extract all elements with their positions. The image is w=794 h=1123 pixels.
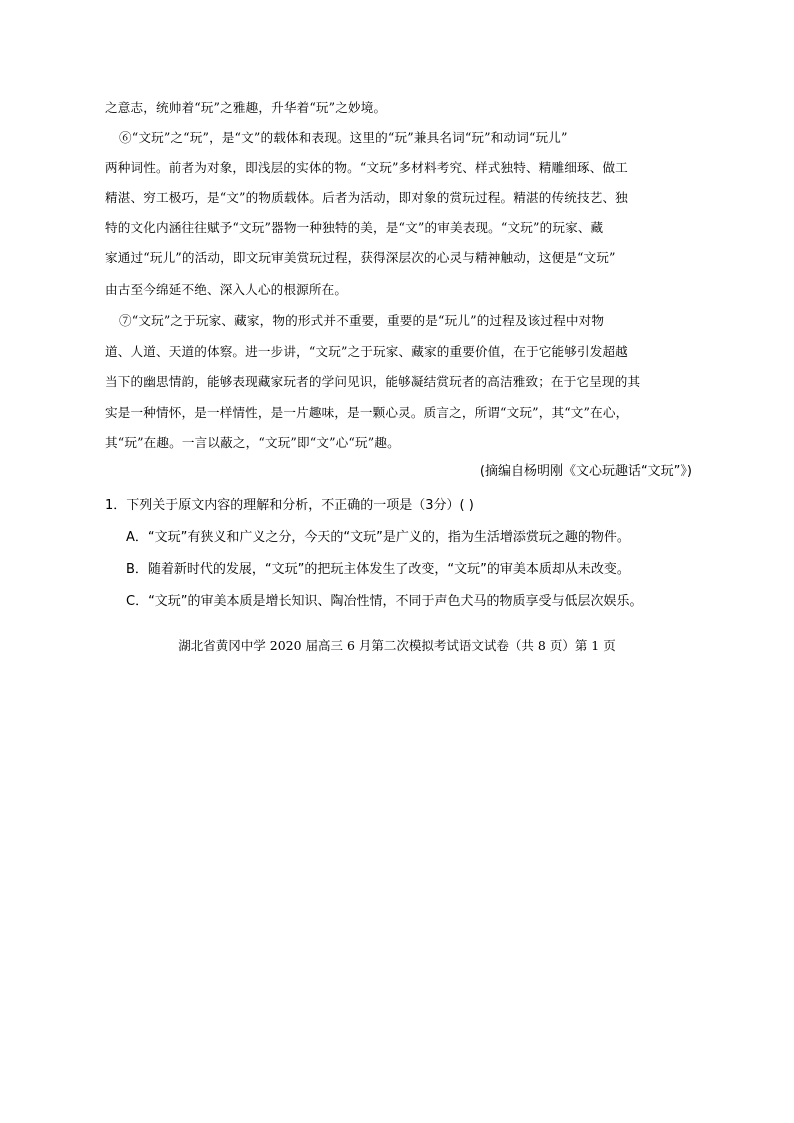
option-c: C．“文玩”的审美本质是增长知识、陶冶性情，不同于声色犬马的物质享受与低层次娱乐。 [126, 594, 643, 609]
passage-line: 实是一种情怀，是一样情性，是一片趣味，是一颗心灵。质言之，所谓“文玩”，其“文”在心， [105, 405, 629, 420]
passage-line: 由古至今绵延不绝、深入人心的根源所在。 [105, 282, 348, 297]
passage-line: 道、人道、天道的体察。进一步讲，“文玩”之于玩家、藏家的重要价值，在于它能够引发超越 [105, 344, 628, 359]
question-1-stem: 1．下列关于原文内容的理解和分析，不正确的一项是（3分）( ) [105, 498, 474, 513]
option-b: B．随着新时代的发展，“文玩”的把玩主体发生了改变，“文玩”的审美本质却从未改变。 [126, 562, 630, 577]
option-a: A．“文玩”有狭义和广义之分，今天的“文玩”是广义的，指为生活增添赏玩之趣的物件。 [126, 530, 630, 545]
passage-line: 当下的幽思情韵，能够表现藏家玩者的学问见识，能够凝结赏玩者的高洁雅致；在于它呈现的其 [105, 374, 641, 389]
passage-source: (摘编自杨明刚《文心玩趣话“文玩”》) [479, 464, 692, 479]
passage-line: 其“玩”在趣。一言以蔽之，“文玩”即“文”心“玩”趣。 [105, 435, 400, 450]
paragraph-6-line: ⑥“文玩”之“玩”，是“文”的载体和表现。这里的“玩”兼具名词“玩”和动词“玩儿” [119, 130, 568, 145]
passage-line: 家通过“玩儿”的活动，即文玩审美赏玩过程，获得深层次的心灵与精神触动，这便是“文玩” [105, 250, 616, 265]
passage-line: 精湛、穷工极巧，是“文”的物质载体。后者为活动，即对象的赏玩过程。精湛的传统技艺、独 [105, 190, 628, 205]
page-footer: 湖北省黄冈中学 2020 届高三 6 月第二次模拟考试语文试卷（共 8 页）第 1 页 [178, 638, 616, 653]
paragraph-7-line: ⑦“文玩”之于玩家、藏家，物的形式并不重要，重要的是“玩儿”的过程及该过程中对物 [119, 313, 605, 328]
passage-line: 特的文化内涵往往赋予“文玩”器物一种独特的美，是“文”的审美表现。“文玩”的玩家、藏 [105, 220, 604, 235]
passage-line: 两种词性。前者为对象，即浅层的实体的物。“文玩”多材料考究、样式独特、精雕细琢、做工 [105, 160, 628, 175]
passage-line: 之意志，统帅着“玩”之雅趣，升华着“玩”之妙境。 [105, 100, 387, 115]
